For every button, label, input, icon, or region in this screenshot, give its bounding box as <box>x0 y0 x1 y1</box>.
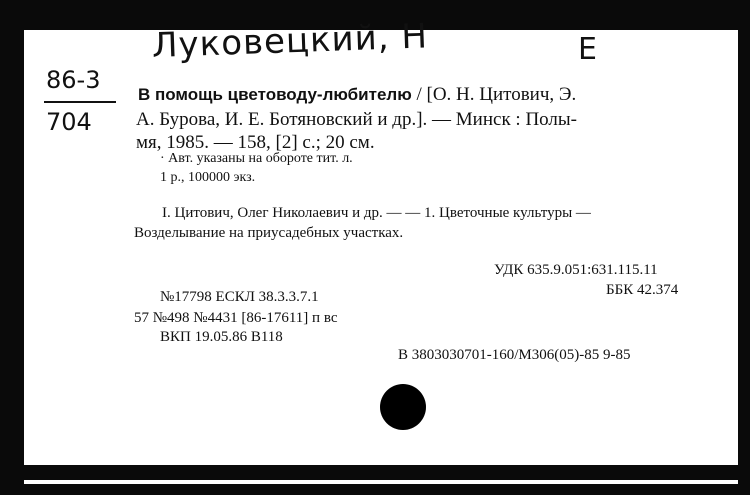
note-price: 1 р., 100000 экз. <box>160 170 256 185</box>
handwritten-author: Луковецкий, Н <box>151 16 429 66</box>
responsibility-start: / [О. Н. Цитович, Э. <box>411 84 577 105</box>
punch-hole <box>380 384 426 430</box>
bbk-code: ББК 42.374 <box>606 282 679 298</box>
shelf-mark-bottom: 704 <box>46 108 92 136</box>
shelf-mark-top: 86-3 <box>46 66 101 94</box>
responsibility-line: А. Бурова, И. Е. Ботяновский и др.]. — Минск : Полы- <box>136 109 577 130</box>
udk-code: УДК 635.9.051:631.115.11 <box>494 262 658 278</box>
tracing-line-2: Возделывание на приусадебных участках. <box>134 225 404 241</box>
scan-border-gap <box>24 480 738 484</box>
publisher-code: В 3803030701-160/М306(05)-85 9-85 <box>398 347 631 363</box>
note-authors: · Авт. указаны на обороте тит. л. <box>160 151 353 166</box>
shelf-mark-divider <box>44 101 116 103</box>
registration-line-1: №17798 ЕСКЛ 38.3.3.7.1 <box>160 289 319 305</box>
book-title: В помощь цветоводу-любителю <box>138 85 412 104</box>
registration-line-3: ВКП 19.05.86 В118 <box>160 329 283 345</box>
registration-line-2: 57 №498 №4431 [86-17611] п вс <box>134 310 338 326</box>
scan-border-right <box>738 0 750 495</box>
imprint-line: мя, 1985. — 158, [2] с.; 20 см. <box>136 132 375 153</box>
scan-border-left <box>0 0 24 495</box>
handwritten-letter: Е <box>578 32 597 67</box>
tracing-line-1: I. Цитович, Олег Николаевич и др. — — 1. Цветочные культуры — <box>162 205 591 221</box>
title-line <box>138 84 576 106</box>
